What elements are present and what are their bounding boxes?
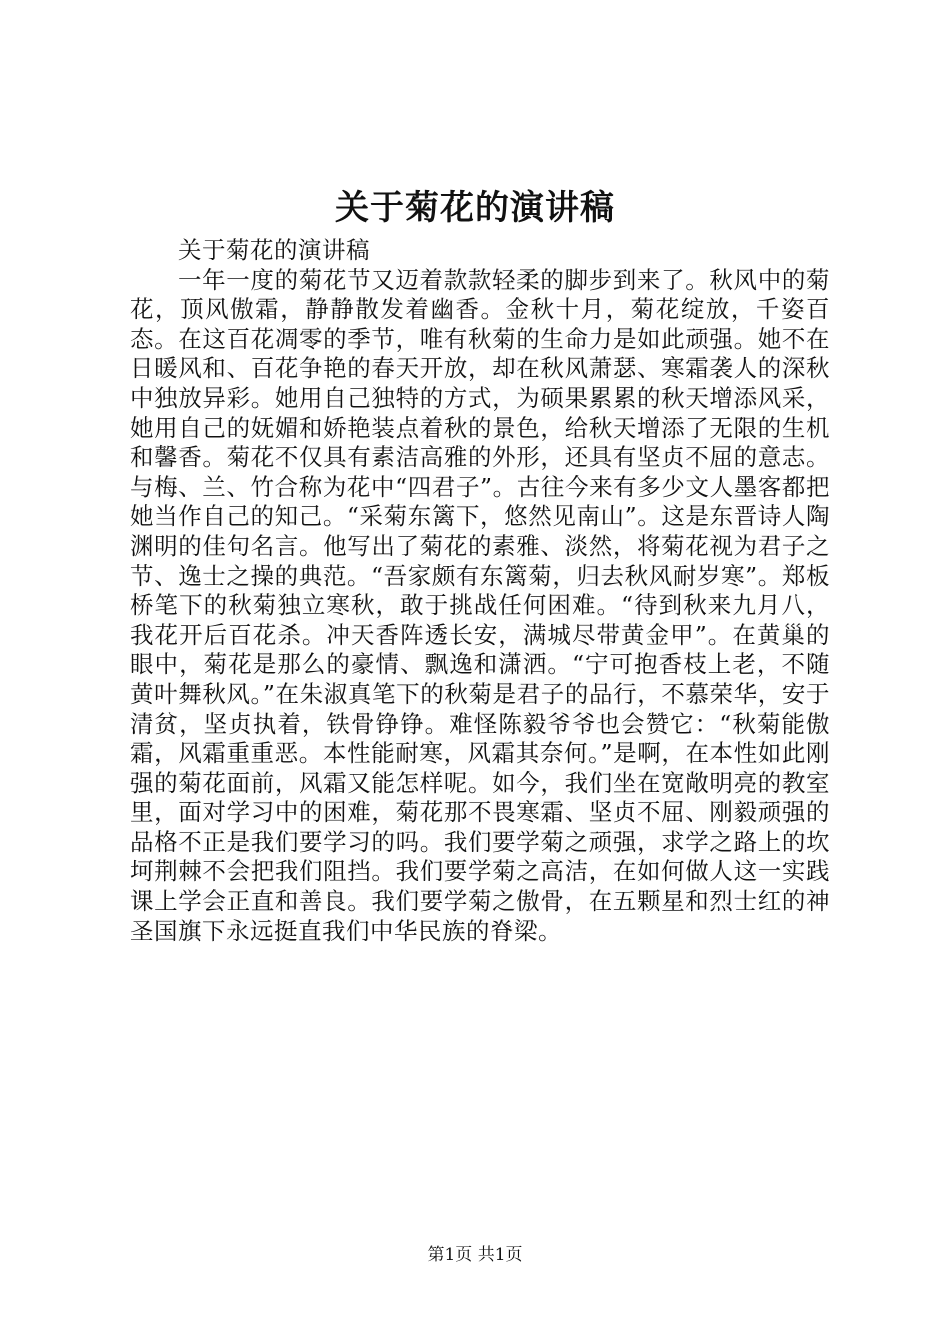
document-content [130, 236, 830, 946]
body-paragraph: 一年一度的菊花节又迈着款款轻柔的脚步到来了。秋风中的菊花，顶风傲霜，静静散发着幽香。金秋十月，菊花绽放，千姿百态。在这百花凋零的季节，唯有秋菊的生命力是如此顽强。她不在日暖风和、百花争艳的春天开放，却在秋风萧瑟、寒霜袭人的深秋中独放异彩。她用自己独特的方式，为硕果累累的秋天增添风采，她用自己的妩媚和娇艳装点着秋的景色，给秋天增添了无限的生机和馨香。菊花不仅具有素洁高雅的外形，还具有坚贞不屈的意志。与梅、兰、竹合称为花中“四君子”。古往今来有多少文人墨客都把她当作自己的知己。“采菊东篱下，悠然见南山”。这是东晋诗人陶渊明的佳句名言。他写出了菊花的素雅、淡然，将菊花视为君子之节、逸士之操的典范。“吾家颇有东篱菊，归去秋风耐岁寒”。郑板桥笔下的秋菊独立寒秋，敢于挑战任何困难。“待到秋来九月八，我花开后百花杀。冲天香阵透长安，满城尽带黄金甲”。在黄巢的眼中，菊花是那么的豪情、飘逸和潇洒。“宁可抱香枝上老，不随黄叶舞秋风。”在朱淑真笔下的秋菊是君子的品行，不慕荣华，安于清贫，坚贞执着，铁骨铮铮。难怪陈毅爷爷也会赞它：“秋菊能傲霜，风霜重重恶。本性能耐寒，风霜其奈何。”是啊，在本性如此刚强的菊花面前，风霜又能怎样呢。如今，我们坐在宽敞明亮的教室里，面对学习中的困难，菊花那不畏寒霜、坚贞不屈、刚毅顽强的品格不正是我们要学习的吗。我们要学菊之顽强，求学之路上的坎坷荆棘不会把我们阻挡。我们要学菊之高洁，在如何做人这一实践课上学会正直和善良。我们要学菊之傲骨，在五颗星和烈士红的神圣国旗下永远挺直我们中华民族的脊梁。 [130, 265, 830, 945]
page-footer: 第1页 共1页 [427, 1245, 523, 1265]
document-subtitle: 关于菊花的演讲稿 [178, 236, 370, 264]
document-title: 关于菊花的演讲稿 [335, 188, 615, 228]
